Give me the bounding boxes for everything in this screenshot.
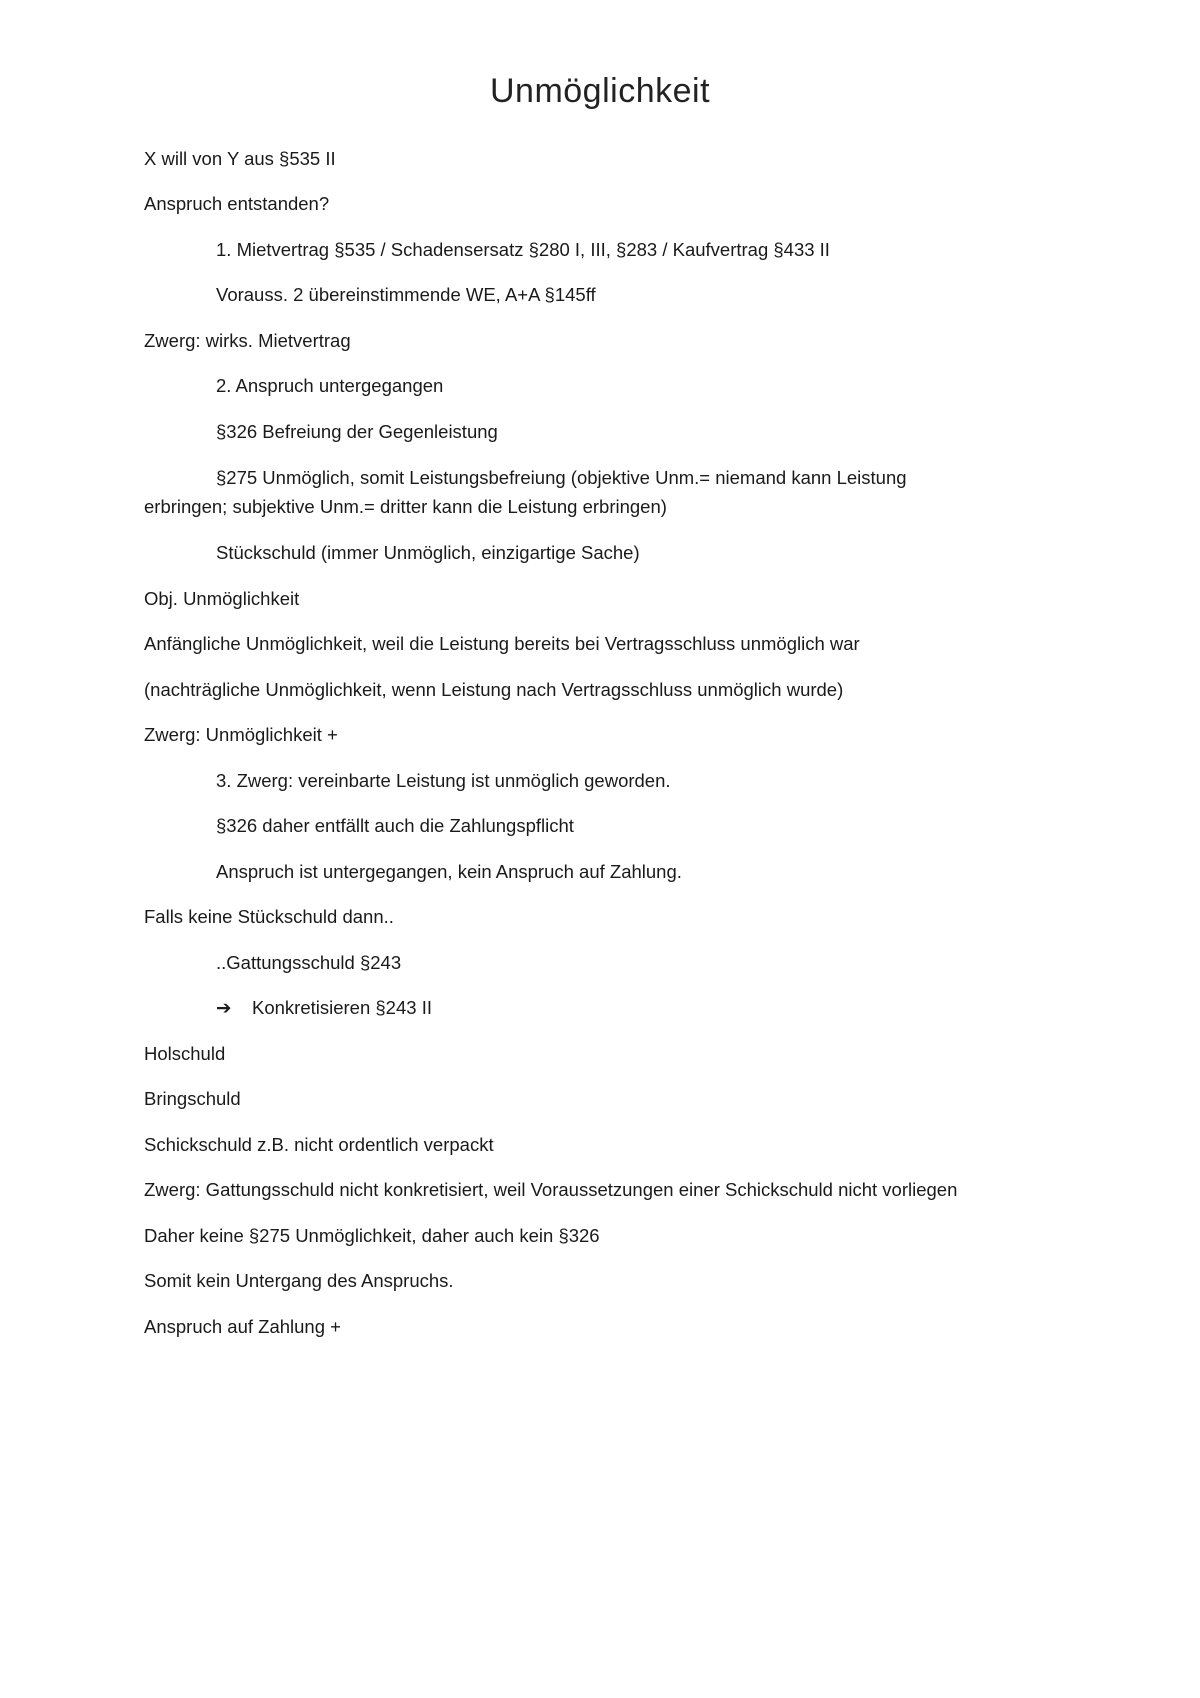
text-line: ..Gattungsschuld §243 bbox=[216, 952, 402, 973]
bullet-line bbox=[216, 997, 432, 1019]
arrow-icon: ➔ bbox=[216, 997, 232, 1018]
text-line: Bringschuld bbox=[144, 1088, 241, 1109]
text-line: Zwerg: Gattungsschuld nicht konkretisiert, weil Voraussetzungen einer Schickschuld nicht vorliegen bbox=[144, 1179, 958, 1200]
page-title: Unmöglichkeit bbox=[489, 72, 711, 110]
text-line: Vorauss. 2 übereinstimmende WE, A+A §145ff bbox=[216, 284, 596, 305]
text-line: Falls keine Stückschuld dann.. bbox=[144, 906, 394, 927]
text-line: Schickschuld z.B. nicht ordentlich verpackt bbox=[144, 1134, 494, 1155]
text-line: §326 daher entfällt auch die Zahlungspflicht bbox=[216, 815, 574, 836]
text-line: Somit kein Untergang des Anspruchs. bbox=[144, 1270, 454, 1291]
text-line: 3. Zwerg: vereinbarte Leistung ist unmöglich geworden. bbox=[216, 770, 671, 791]
text-line: 2. Anspruch untergegangen bbox=[216, 375, 444, 396]
text-line: (nachträgliche Unmöglichkeit, wenn Leistung nach Vertragsschluss unmöglich wurde) bbox=[144, 679, 844, 700]
text-line: Zwerg: wirks. Mietvertrag bbox=[144, 330, 351, 351]
text-line: erbringen; subjektive Unm.= dritter kann die Leistung erbringen) bbox=[144, 496, 667, 517]
text-line: Anspruch entstanden? bbox=[144, 193, 330, 214]
text-line: X will von Y aus §535 II bbox=[144, 148, 336, 169]
text-line: Anspruch ist untergegangen, kein Anspruch auf Zahlung. bbox=[216, 861, 682, 882]
text-line: Konkretisieren §243 II bbox=[252, 997, 432, 1018]
text-line: Anfängliche Unmöglichkeit, weil die Leistung bereits bei Vertragsschluss unmöglich war bbox=[144, 633, 860, 654]
text-paragraph bbox=[144, 463, 1034, 521]
text-line: Daher keine §275 Unmöglichkeit, daher auch kein §326 bbox=[144, 1225, 600, 1246]
text-line: §326 Befreiung der Gegenleistung bbox=[216, 421, 498, 442]
text-line: Stückschuld (immer Unmöglich, einzigartige Sache) bbox=[216, 542, 640, 563]
text-line: Obj. Unmöglichkeit bbox=[144, 588, 300, 609]
text-line: Zwerg: Unmöglichkeit + bbox=[144, 724, 338, 745]
text-line: Holschuld bbox=[144, 1043, 226, 1064]
text-line: Anspruch auf Zahlung + bbox=[144, 1316, 341, 1337]
text-line: §275 Unmöglich, somit Leistungsbefreiung (objektive Unm.= niemand kann Leistung bbox=[216, 467, 907, 488]
text-line: 1. Mietvertrag §535 / Schadensersatz §280 I, III, §283 / Kaufvertrag §433 II bbox=[216, 239, 830, 260]
